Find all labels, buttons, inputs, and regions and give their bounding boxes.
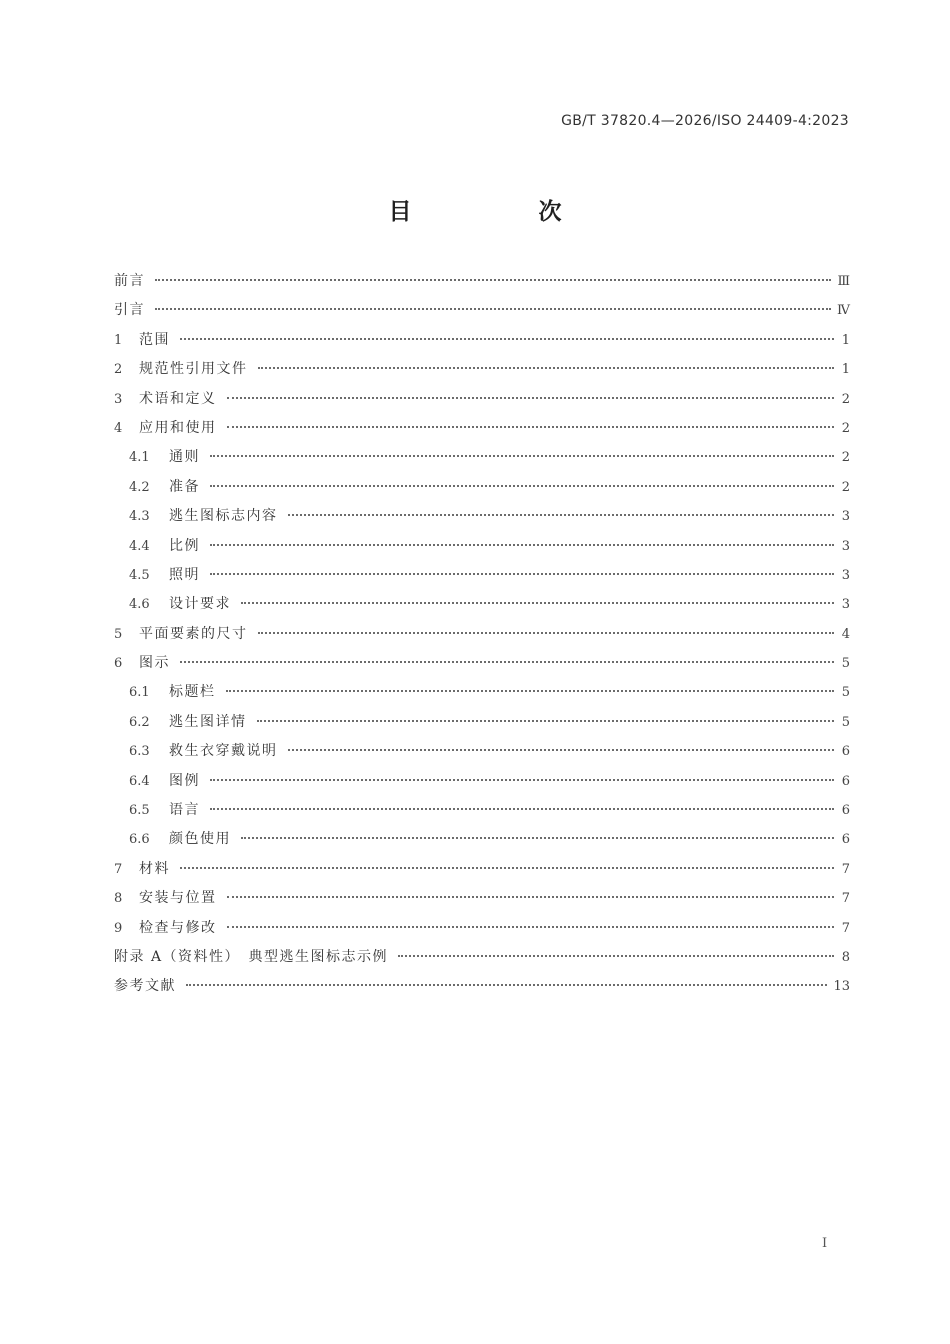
toc-entry-label: 平面要素的尺寸 [139,625,248,642]
toc-leader-dots [227,397,835,399]
toc-entry[interactable] [114,446,850,475]
toc-entry[interactable] [114,740,850,769]
toc-entry-label: 逃生图标志内容 [169,508,278,525]
toc-entry-page: 2 [841,450,850,466]
toc-leader-dots [210,573,834,575]
toc-entry-number: 9 [114,920,123,936]
toc-entry-page: 2 [841,391,850,407]
toc-entry-label: 语言 [169,802,200,819]
toc-entry-label: 图例 [169,772,200,789]
toc-entry[interactable] [114,887,850,916]
toc-entry-label: 安装与位置 [139,890,217,907]
toc-entry-label: 逃生图详情 [169,713,247,730]
toc-entry[interactable] [114,270,850,299]
toc-entry-number: 7 [114,861,123,877]
toc-entry-label: 参考文献 [114,978,176,995]
toc-entry-page: 8 [841,949,850,965]
toc-entry-page: 3 [841,538,850,554]
toc-entry-number: 4.2 [129,479,150,495]
toc-entry[interactable] [114,946,850,975]
toc-entry-page: 3 [841,567,850,583]
table-of-contents [114,270,850,1005]
toc-leader-dots [257,720,835,722]
toc-entry[interactable] [114,329,850,358]
toc-leader-dots [180,867,834,869]
toc-entry-page: Ⅲ [837,274,850,289]
toc-entry-page: Ⅳ [837,303,850,319]
toc-leader-dots [258,367,835,369]
toc-entry[interactable] [114,535,850,564]
toc-entry-label: 引言 [114,302,145,319]
toc-entry[interactable] [114,828,850,857]
toc-entry-page: 6 [841,744,850,760]
toc-entry-page: 1 [841,362,850,378]
toc-leader-dots [241,602,834,604]
toc-entry[interactable] [114,975,850,1004]
toc-leader-dots [258,632,835,634]
toc-entry-number: 1 [114,332,123,348]
toc-entry[interactable] [114,299,850,328]
toc-leader-dots [398,955,834,957]
toc-leader-dots [180,661,834,663]
toc-entry-number: 5 [114,626,123,642]
toc-leader-dots [241,837,834,839]
toc-entry-page: 6 [841,803,850,819]
toc-leader-dots [227,926,835,928]
toc-leader-dots [186,984,827,986]
toc-entry-label: 材料 [139,860,170,877]
toc-entry-page: 6 [841,832,850,848]
toc-entry-page: 6 [841,773,850,789]
toc-entry-page: 3 [841,597,850,613]
toc-entry-label: 比例 [169,537,200,554]
toc-entry[interactable] [114,358,850,387]
toc-entry[interactable] [114,388,850,417]
toc-entry[interactable] [114,476,850,505]
toc-entry-label: 颜色使用 [169,831,231,848]
toc-entry-label: 照明 [169,566,200,583]
toc-entry-label: 范围 [139,331,170,348]
toc-entry-number: 4.4 [129,538,150,554]
toc-entry-page: 7 [841,891,850,907]
toc-entry-label: 救生衣穿戴说明 [169,743,278,760]
toc-entry-label: 标题栏 [169,684,216,701]
toc-entry-label: 术语和定义 [139,390,217,407]
toc-entry[interactable] [114,799,850,828]
toc-entry[interactable] [114,711,850,740]
toc-entry-number: 6.6 [129,832,150,848]
toc-entry-label: 检查与修改 [139,919,217,936]
toc-entry-page: 7 [841,920,850,936]
toc-entry-label: 通则 [169,449,200,466]
toc-leader-dots [227,896,835,898]
page-title: 目 次 [388,199,614,225]
toc-entry-label: 规范性引用文件 [139,361,248,378]
toc-entry-number: 6.2 [129,714,150,730]
toc-entry-page: 13 [833,979,850,995]
toc-entry-page: 3 [841,509,850,525]
toc-leader-dots [288,749,835,751]
toc-entry-page: 2 [841,479,850,495]
toc-entry[interactable] [114,858,850,887]
toc-entry-number: 8 [114,891,123,907]
toc-entry-label: 图示 [139,655,170,672]
toc-entry-page: 5 [841,714,850,730]
toc-leader-dots [210,779,834,781]
toc-entry[interactable] [114,505,850,534]
toc-entry[interactable] [114,593,850,622]
toc-entry-number: 4.1 [129,450,150,466]
toc-entry[interactable] [114,917,850,946]
toc-entry-number: 4 [114,420,123,436]
toc-entry-number: 3 [114,391,123,407]
toc-entry-page: 1 [841,332,850,348]
toc-entry-number: 6.3 [129,744,150,760]
toc-entry-page: 7 [841,861,850,877]
toc-leader-dots [155,308,831,310]
toc-leader-dots [155,279,831,281]
toc-entry[interactable] [114,681,850,710]
toc-entry-label: 前言 [114,273,145,289]
toc-entry-number: 6 [114,656,123,672]
toc-leader-dots [288,514,835,516]
page-number: I [822,1236,828,1251]
toc-entry[interactable] [114,652,850,681]
toc-leader-dots [210,808,834,810]
toc-entry-label: 应用和使用 [139,419,217,436]
standard-code: GB/T 37820.4—2026/ISO 24409-4:2023 [561,113,849,129]
toc-leader-dots [210,485,834,487]
toc-entry-number: 4.6 [129,597,150,613]
toc-entry-number: 6.1 [129,685,150,701]
toc-entry-page: 5 [841,656,850,672]
toc-entry-number: 2 [114,362,123,378]
toc-entry[interactable] [114,417,850,446]
toc-entry-page: 2 [841,420,850,436]
toc-entry-page: 5 [841,685,850,701]
toc-entry[interactable] [114,564,850,593]
toc-entry[interactable] [114,623,850,652]
toc-entry-page: 4 [841,626,850,642]
toc-entry-number: 4.5 [129,567,150,583]
toc-leader-dots [227,426,835,428]
toc-entry-label: 附录 A（资料性） 典型逃生图标志示例 [114,948,389,965]
toc-entry-number: 4.3 [129,509,150,525]
toc-leader-dots [180,338,834,340]
toc-entry-label: 准备 [169,478,200,495]
toc-leader-dots [226,690,835,692]
toc-leader-dots [210,455,834,457]
toc-entry-label: 设计要求 [169,596,231,613]
toc-entry[interactable] [114,770,850,799]
toc-entry-number: 6.5 [129,803,150,819]
toc-entry-number: 6.4 [129,773,150,789]
toc-leader-dots [210,544,834,546]
